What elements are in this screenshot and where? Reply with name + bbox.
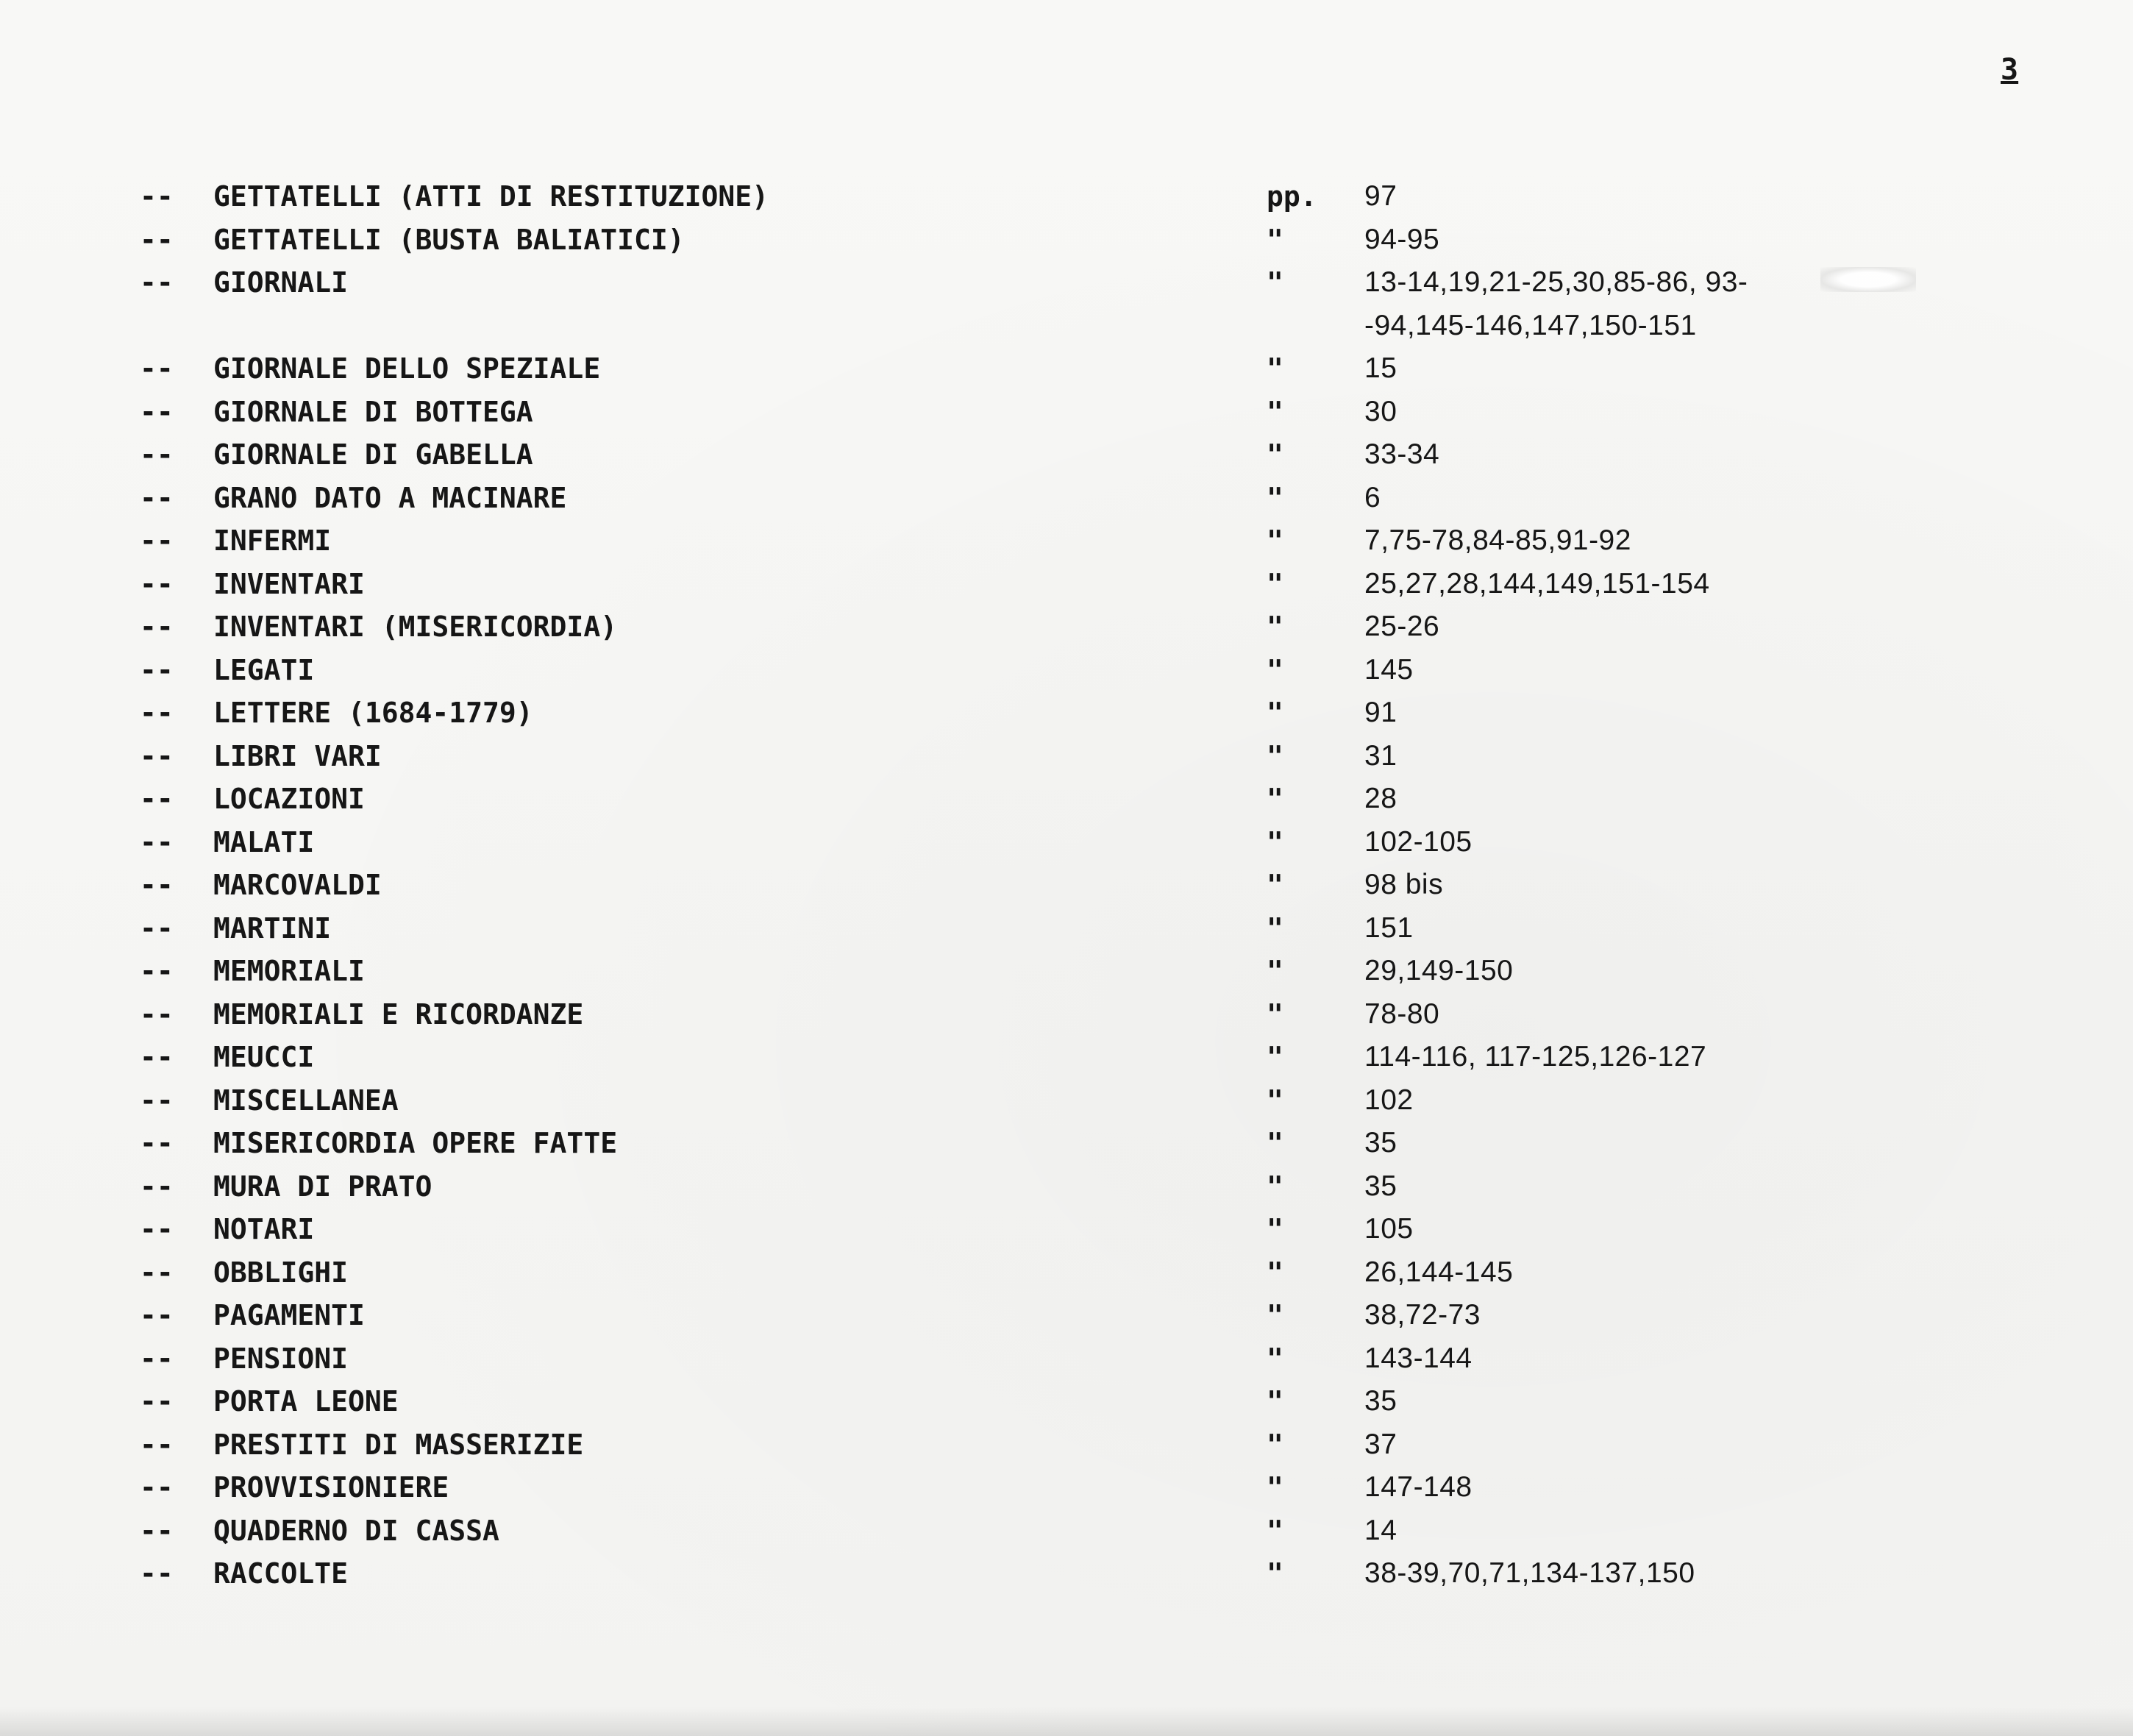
entry-dash: -- (140, 1084, 174, 1117)
index-entry (0, 950, 2133, 993)
entry-dash: -- (140, 1428, 174, 1461)
entry-ditto-mark: " (1267, 611, 1283, 643)
entry-ditto-mark: " (1267, 739, 1283, 772)
entry-ditto-mark: " (1267, 1342, 1283, 1375)
entry-dash: -- (140, 1385, 174, 1417)
entry-page-refs: 35 (1364, 1170, 1397, 1202)
index-entry (0, 649, 2133, 692)
entry-page-refs: 7,75-78,84-85,91-92 (1364, 524, 1631, 556)
index-entry (0, 391, 2133, 434)
index-entry (0, 605, 2133, 649)
index-entry (0, 519, 2133, 563)
index-entry (0, 347, 2133, 391)
entry-dash: -- (140, 1514, 174, 1547)
entry-page-refs: 102 (1364, 1084, 1414, 1116)
entry-dash: -- (140, 739, 174, 772)
entry-page-refs: -94,145-146,147,150-151 (1364, 309, 1697, 341)
index-entry (0, 1466, 2133, 1509)
entry-label: MEMORIALI (213, 955, 365, 987)
entry-page-refs: 6 (1364, 481, 1381, 513)
index-entry (0, 993, 2133, 1036)
entry-page-refs: 37 (1364, 1428, 1397, 1460)
entry-ditto-mark: " (1267, 481, 1283, 514)
entry-label: PRESTITI DI MASSERIZIE (213, 1428, 584, 1461)
entry-ditto-mark: " (1267, 438, 1283, 471)
entry-ditto-mark: " (1267, 1084, 1283, 1117)
entry-label: GIORNALE DELLO SPEZIALE (213, 352, 601, 385)
entry-dash: -- (140, 567, 174, 600)
index-entry (0, 1337, 2133, 1381)
page-number: 3 (2001, 53, 2019, 87)
index-entry (0, 1122, 2133, 1165)
entry-ditto-mark: " (1267, 1471, 1283, 1504)
entry-label: LIBRI VARI (213, 739, 382, 772)
entry-ditto-mark: " (1267, 997, 1283, 1031)
entry-dash: -- (140, 1127, 174, 1159)
index-entry (0, 1079, 2133, 1123)
entry-dash: -- (140, 783, 174, 815)
entry-dash: -- (140, 524, 174, 557)
entry-page-refs: 30 (1364, 395, 1397, 427)
entry-dash: -- (140, 395, 174, 428)
entry-label: GIORNALE DI GABELLA (213, 438, 533, 471)
index-entry (0, 1208, 2133, 1251)
index-entry (0, 1165, 2133, 1209)
entry-dash: -- (140, 1213, 174, 1245)
entry-ditto-mark: " (1267, 1514, 1283, 1547)
entry-page-refs: 91 (1364, 697, 1397, 728)
index-entry (0, 1509, 2133, 1553)
entry-label: MEMORIALI E RICORDANZE (213, 997, 584, 1031)
entry-page-refs: 25,27,28,144,149,151-154 (1364, 567, 1710, 600)
entry-dash: -- (140, 653, 174, 686)
entry-ditto-mark: " (1267, 1213, 1283, 1245)
entry-label: LETTERE (1684-1779) (213, 697, 533, 729)
entry-ditto-mark: " (1267, 653, 1283, 686)
index-entry (0, 477, 2133, 520)
entry-page-refs: 105 (1364, 1213, 1414, 1245)
index-entry-list (0, 175, 2133, 1596)
entry-page-refs: 33-34 (1364, 438, 1440, 470)
entry-ditto-mark: " (1267, 395, 1283, 428)
entry-page-refs: 14 (1364, 1514, 1397, 1546)
index-entry (0, 1552, 2133, 1596)
entry-dash: -- (140, 223, 174, 256)
entry-label: INFERMI (213, 524, 332, 557)
entry-label: MARTINI (213, 911, 332, 945)
index-entry (0, 218, 2133, 262)
entry-dash: -- (140, 180, 174, 213)
entry-page-refs: 143-144 (1364, 1342, 1473, 1374)
entry-ditto-mark: pp. (1267, 180, 1317, 213)
index-entry (0, 1294, 2133, 1337)
index-entry (0, 175, 2133, 218)
entry-ditto-mark: " (1267, 1299, 1283, 1331)
entry-dash: -- (140, 1299, 174, 1331)
index-entry (0, 864, 2133, 907)
entry-page-refs: 38,72-73 (1364, 1299, 1481, 1331)
entry-label: RACCOLTE (213, 1557, 349, 1590)
entry-dash: -- (140, 438, 174, 471)
entry-label: GIORNALI (213, 266, 349, 299)
index-entry (0, 563, 2133, 606)
entry-page-refs: 35 (1364, 1127, 1397, 1159)
entry-dash: -- (140, 266, 174, 299)
entry-label: PENSIONI (213, 1342, 349, 1375)
index-entry (0, 261, 2133, 305)
entry-ditto-mark: " (1267, 955, 1283, 987)
entry-ditto-mark: " (1267, 869, 1283, 901)
entry-ditto-mark: " (1267, 1557, 1283, 1590)
entry-dash: -- (140, 911, 174, 945)
scan-edge-shadow (0, 1707, 2133, 1736)
entry-ditto-mark: " (1267, 1256, 1283, 1289)
entry-page-refs: 97 (1364, 180, 1397, 212)
entry-ditto-mark: " (1267, 1428, 1283, 1461)
entry-dash: -- (140, 997, 174, 1031)
entry-label: MISERICORDIA OPERE FATTE (213, 1127, 618, 1159)
entry-page-refs: 151 (1364, 911, 1414, 944)
entry-page-refs: 98 bis (1364, 869, 1444, 900)
entry-label: PAGAMENTI (213, 1299, 365, 1331)
entry-ditto-mark: " (1267, 697, 1283, 729)
entry-ditto-mark: " (1267, 911, 1283, 945)
index-entry (0, 1036, 2133, 1079)
entry-page-refs: 25-26 (1364, 611, 1440, 642)
entry-label: PORTA LEONE (213, 1385, 399, 1417)
index-entry (0, 691, 2133, 735)
entry-dash: -- (140, 1471, 174, 1504)
entry-label: GETTATELLI (BUSTA BALIATICI) (213, 223, 685, 256)
entry-ditto-mark: " (1267, 1127, 1283, 1159)
entry-dash: -- (140, 1256, 174, 1289)
entry-label: OBBLIGHI (213, 1256, 349, 1289)
entry-label: MARCOVALDI (213, 869, 382, 901)
entry-page-refs: 38-39,70,71,134-137,150 (1364, 1557, 1695, 1589)
entry-page-refs: 147-148 (1364, 1471, 1473, 1503)
redaction-smudge (1820, 267, 1916, 292)
entry-dash: -- (140, 1557, 174, 1590)
index-entry (0, 433, 2133, 477)
entry-label: NOTARI (213, 1213, 315, 1245)
entry-label: INVENTARI (MISERICORDIA) (213, 611, 618, 643)
entry-label: GRANO DATO A MACINARE (213, 481, 567, 514)
entry-label: MALATI (213, 825, 315, 858)
entry-ditto-mark: " (1267, 524, 1283, 557)
entry-dash: -- (140, 611, 174, 643)
index-entry (0, 1251, 2133, 1295)
entry-label: QUADERNO DI CASSA (213, 1514, 499, 1547)
entry-ditto-mark: " (1267, 223, 1283, 256)
entry-dash: -- (140, 352, 174, 385)
entry-page-refs: 94-95 (1364, 223, 1440, 255)
entry-page-refs: 15 (1364, 352, 1397, 384)
entry-ditto-mark: " (1267, 1041, 1283, 1073)
index-entry (0, 305, 2133, 348)
entry-label: LOCAZIONI (213, 783, 365, 815)
entry-dash: -- (140, 1342, 174, 1375)
entry-dash: -- (140, 481, 174, 514)
entry-ditto-mark: " (1267, 1170, 1283, 1203)
entry-label: MISCELLANEA (213, 1084, 399, 1117)
entry-dash: -- (140, 1041, 174, 1073)
entry-ditto-mark: " (1267, 825, 1283, 858)
entry-page-refs: 35 (1364, 1385, 1397, 1417)
index-entry (0, 1380, 2133, 1423)
entry-page-refs: 31 (1364, 739, 1397, 772)
entry-ditto-mark: " (1267, 783, 1283, 815)
entry-dash: -- (140, 955, 174, 987)
entry-page-refs: 145 (1364, 653, 1414, 686)
entry-label: LEGATI (213, 653, 315, 686)
entry-page-refs: 26,144-145 (1364, 1256, 1514, 1288)
entry-dash: -- (140, 1170, 174, 1203)
entry-ditto-mark: " (1267, 352, 1283, 385)
entry-dash: -- (140, 825, 174, 858)
entry-ditto-mark: " (1267, 266, 1283, 299)
entry-ditto-mark: " (1267, 1385, 1283, 1417)
index-entry (0, 907, 2133, 950)
entry-page-refs: 78-80 (1364, 997, 1440, 1030)
entry-page-refs: 13-14,19,21-25,30,85-86, 93- (1364, 266, 1748, 298)
index-entry (0, 735, 2133, 778)
entry-label: INVENTARI (213, 567, 365, 600)
entry-label: GIORNALE DI BOTTEGA (213, 395, 533, 428)
entry-label: PROVVISIONIERE (213, 1471, 449, 1504)
entry-page-refs: 28 (1364, 783, 1397, 814)
entry-dash: -- (140, 869, 174, 901)
entry-ditto-mark: " (1267, 567, 1283, 600)
entry-label: MURA DI PRATO (213, 1170, 432, 1203)
index-entry (0, 821, 2133, 864)
entry-label: MEUCCI (213, 1041, 315, 1073)
entry-page-refs: 114-116, 117-125,126-127 (1364, 1041, 1707, 1072)
entry-page-refs: 102-105 (1364, 825, 1473, 858)
index-entry (0, 778, 2133, 821)
index-entry (0, 1423, 2133, 1467)
entry-page-refs: 29,149-150 (1364, 955, 1514, 986)
entry-label: GETTATELLI (ATTI DI RESTITUZIONE) (213, 180, 769, 213)
entry-dash: -- (140, 697, 174, 729)
